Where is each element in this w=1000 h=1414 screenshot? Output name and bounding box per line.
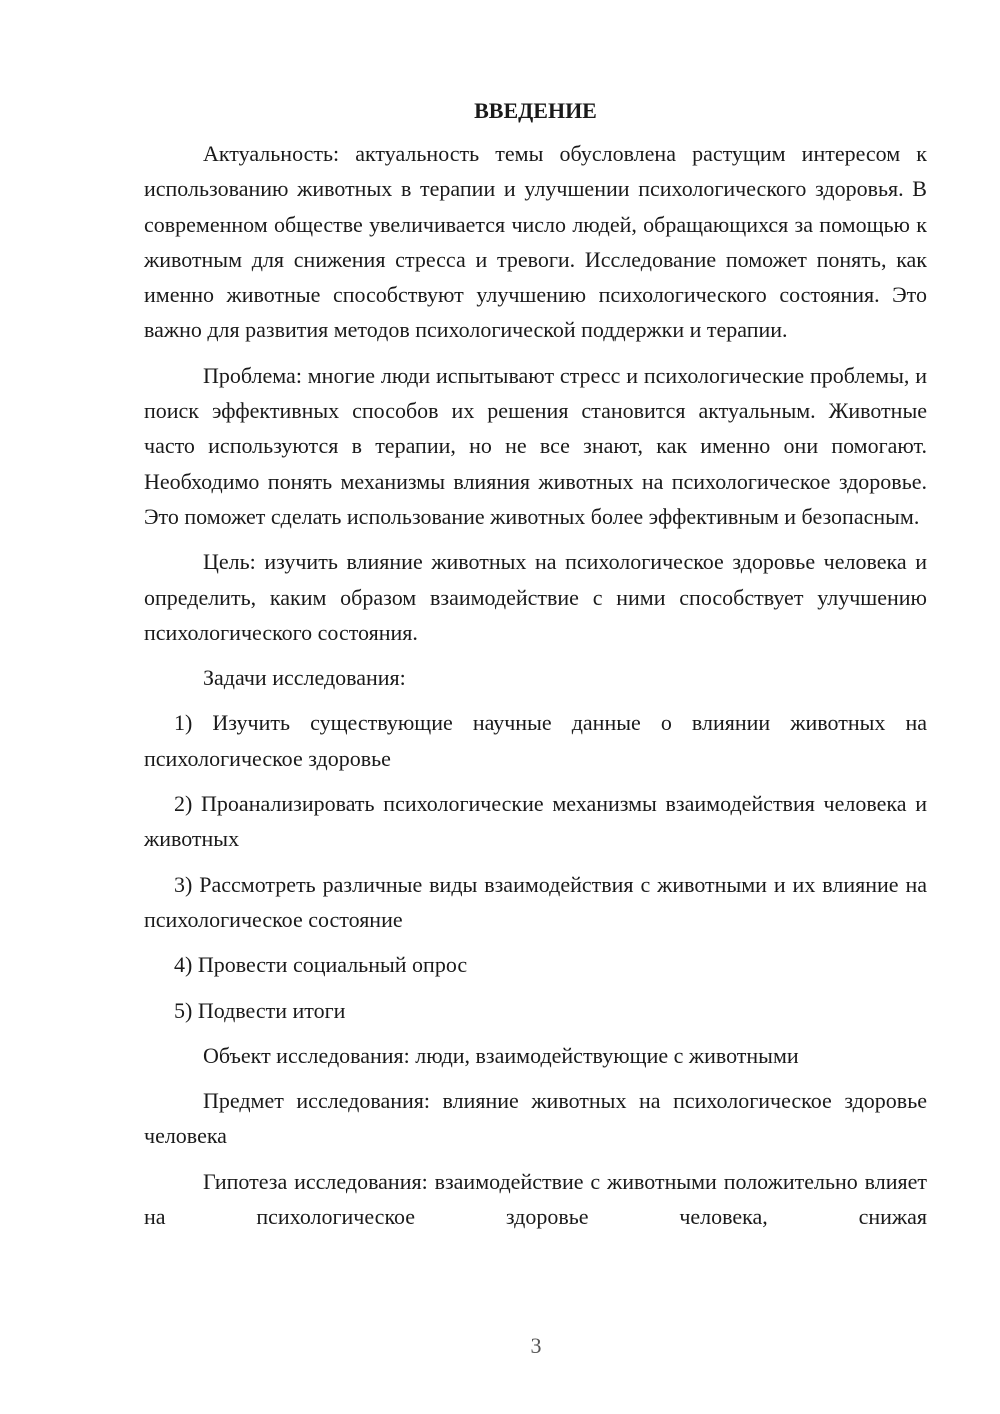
page-content bbox=[144, 93, 927, 1234]
paragraph-relevance: Актуальность: актуальность темы обусловлена растущим интересом к использованию животных в терапии и улучшении психологического здоровья. В современном обществе увеличивается число людей, обращающихся за помощью к животным для снижения стресса и тревоги. Исследование поможет понять, как именно животные способствуют улучшению психологического состояния. Это важно для развития методов психологической поддержки и терапии. bbox=[144, 141, 927, 343]
task-item-1: 1) Изучить существующие научные данные о влиянии животных на психологическое здоровье bbox=[144, 710, 927, 771]
task-item-4: 4) Провести социальный опрос bbox=[174, 952, 468, 978]
task-item-5: 5) Подвести итоги bbox=[174, 997, 346, 1023]
page-number: 3 bbox=[530, 1333, 542, 1358]
paragraph-object: Объект исследования: люди, взаимодействующие с животными bbox=[203, 1042, 799, 1068]
section-title: ВВЕДЕНИЕ bbox=[474, 98, 597, 123]
tasks-heading: Задачи исследования: bbox=[203, 665, 406, 691]
paragraph-problem: Проблема: многие люди испытывают стресс и психологические проблемы, и поиск эффективных способов их решения становится актуальным. Животные часто используются в терапии, но не все знают, как именно они помогают. Необходимо понять механизмы влияния животных на психологическое здоровье. Это поможет сделать использование животных более эффективным и безопасным. bbox=[144, 362, 927, 529]
paragraph-hypothesis: Гипотеза исследования: взаимодействие с животными положительно влияет на психологическое здоровье человека, снижая bbox=[144, 1168, 927, 1230]
task-item-2: 2) Проанализировать психологические механизмы взаимодействия человека и животных bbox=[144, 791, 927, 852]
paragraph-goal: Цель: изучить влияние животных на психологическое здоровье человека и определить, каким образом взаимодействие с ними способствует улучшению психологического состояния. bbox=[144, 549, 927, 645]
paragraph-subject: Предмет исследования: влияние животных на психологическое здоровье человека bbox=[144, 1088, 927, 1149]
task-item-3: 3) Рассмотреть различные виды взаимодействия с животными и их влияние на психологическое состояние bbox=[144, 871, 927, 932]
